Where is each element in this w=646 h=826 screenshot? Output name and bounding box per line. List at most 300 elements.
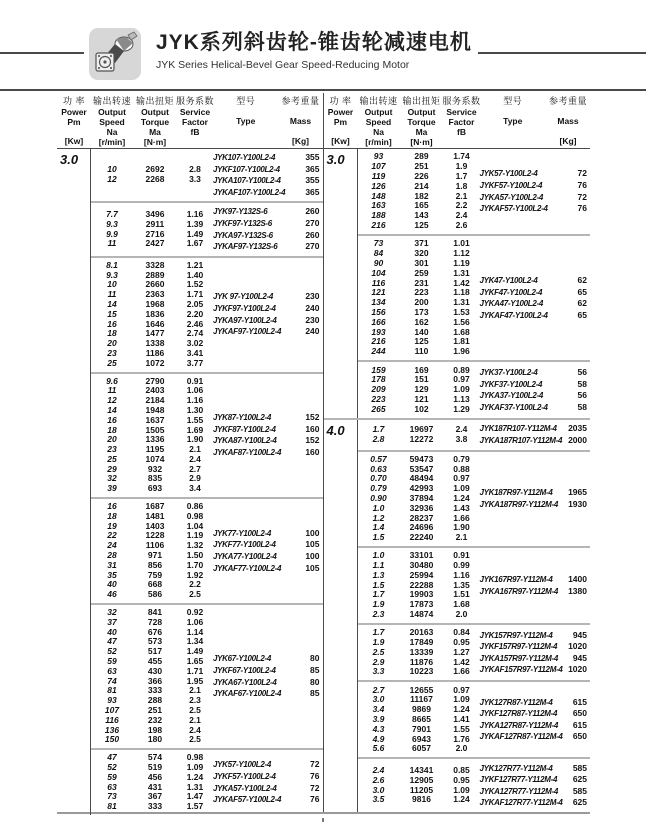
mass-value: 105: [305, 539, 320, 550]
speed-value: 0.90: [370, 492, 387, 503]
header-mass: 参考重量 Mass [Kg]: [548, 96, 587, 146]
mass-value: 945: [572, 652, 587, 663]
speed-value: 59: [107, 771, 117, 782]
torque-value: 14874: [409, 609, 434, 620]
torque-value: 1403: [145, 520, 165, 531]
mass-value: 230: [305, 314, 320, 325]
mass-value: 76: [310, 771, 320, 781]
spec-group: [358, 450, 591, 547]
factor-value: 1.50: [186, 550, 204, 561]
data-row: [91, 359, 213, 369]
torque-value: 162: [414, 316, 429, 327]
torque-value: 728: [147, 616, 163, 627]
factor-value: 1.06: [186, 385, 204, 396]
type-code: JYKF67-Y100L2-4: [213, 666, 276, 676]
factor-value: 1.31: [453, 267, 470, 278]
type-row: [480, 435, 588, 447]
speed-value: 2.9: [372, 656, 385, 667]
spec-group: [91, 497, 323, 603]
speed-value: 3.3: [372, 666, 385, 677]
data-row: [91, 735, 213, 745]
type-code: JYKA97-Y132S-6: [213, 230, 273, 240]
factor-value: 1.74: [453, 151, 470, 162]
speed-value: 9.9: [106, 228, 118, 239]
speed-value: 46: [107, 589, 117, 600]
torque-value: 856: [147, 559, 163, 570]
type-row: [213, 326, 320, 338]
type-code: JYK107-Y100L2-4: [213, 153, 276, 162]
type-list: [213, 291, 323, 337]
torque-value: 13339: [409, 646, 434, 657]
type-code: JYK57-Y100L2-4: [213, 760, 272, 770]
type-row: [480, 731, 588, 743]
factor-value: 1.31: [186, 781, 204, 792]
type-row: [213, 175, 320, 187]
torque-value: 110: [414, 346, 429, 357]
speed-value: 1.9: [372, 637, 385, 648]
torque-value: 430: [147, 665, 163, 676]
torque-value: 971: [147, 550, 163, 561]
factor-value: 1.90: [186, 434, 204, 445]
factor-value: 2.1: [189, 444, 201, 455]
header-torque: 输出扭矩 Output Torque Ma [N·m]: [135, 96, 174, 148]
type-row: [480, 664, 588, 676]
speed-value: 4.3: [372, 723, 385, 734]
torque-value: 42993: [409, 483, 434, 494]
type-code: JYKF57-Y100L2-4: [479, 180, 543, 190]
speed-value: 9.6: [106, 375, 118, 386]
data-row: [91, 175, 213, 185]
type-row: [213, 206, 320, 218]
speed-value: 166: [371, 316, 386, 327]
factor-value: 2.1: [189, 685, 201, 696]
type-list: [480, 630, 591, 676]
mass-value: 58: [577, 401, 587, 412]
factor-value: 1.42: [453, 656, 470, 667]
factor-value: 0.97: [453, 473, 470, 484]
factor-value: 1.24: [186, 771, 204, 782]
factor-value: 1.04: [186, 520, 204, 531]
factor-value: 1.09: [453, 784, 470, 795]
factor-value: 1.7: [455, 170, 468, 181]
speed-value: 93: [107, 695, 117, 706]
factor-value: 0.91: [453, 550, 470, 561]
factor-value: 2.4: [455, 424, 468, 434]
type-row: [480, 763, 588, 775]
speed-value: 16: [107, 501, 117, 512]
speed-value: 5.6: [372, 743, 385, 754]
factor-value: 1.21: [186, 259, 204, 270]
speed-value: 32: [107, 607, 117, 618]
factor-value: 3.4: [189, 483, 201, 494]
speed-value: 156: [371, 307, 386, 317]
factor-value: 1.30: [186, 404, 204, 415]
data-rows: [358, 366, 480, 415]
type-row: [213, 424, 320, 436]
power-section: [57, 149, 323, 815]
speed-value: 11: [107, 238, 117, 249]
power-column: [324, 420, 358, 812]
data-row: [358, 795, 480, 805]
torque-value: 140: [414, 326, 429, 337]
mass-value: 160: [305, 423, 320, 434]
data-row: [91, 484, 213, 494]
speed-value: 2.3: [372, 609, 385, 620]
mass-value: 1020: [568, 641, 587, 652]
spec-group: [358, 420, 591, 450]
speed-value: 81: [107, 801, 117, 812]
torque-value: 32936: [409, 502, 434, 513]
type-row: [480, 708, 588, 720]
torque-value: 182: [414, 190, 429, 201]
mass-value: 1400: [568, 573, 587, 584]
power-section: [324, 149, 591, 418]
type-row: [480, 786, 588, 798]
type-code: JYK97-Y132S-6: [213, 207, 268, 217]
factor-value: 1.67: [186, 238, 204, 249]
factor-value: 0.84: [453, 627, 470, 638]
header-power: 功 率 Power Pm [Kw]: [61, 96, 87, 146]
factor-value: 0.98: [186, 510, 204, 521]
torque-value: 932: [147, 463, 163, 474]
factor-value: 1.06: [186, 616, 204, 627]
speed-value: 32: [107, 473, 117, 484]
factor-value: 1.53: [453, 307, 470, 317]
type-row: [213, 653, 320, 665]
type-row: [480, 641, 588, 653]
speed-value: 119: [371, 170, 386, 181]
type-code: JYKAF87-Y100L2-4: [213, 447, 282, 457]
speed-value: 40: [107, 626, 117, 637]
spec-group: [91, 149, 323, 201]
factor-value: 1.68: [453, 599, 470, 610]
factor-value: 1.49: [186, 646, 204, 657]
speed-value: 29: [107, 463, 117, 474]
mass-value: 615: [572, 696, 587, 707]
torque-value: 2790: [145, 375, 165, 386]
type-code: JYKF97-Y132S-6: [213, 218, 272, 228]
speed-value: 40: [107, 579, 117, 590]
torque-value: 22240: [409, 532, 434, 543]
factor-value: 0.86: [186, 501, 204, 512]
torque-value: 2889: [145, 269, 165, 280]
speed-value: 159: [371, 364, 386, 375]
speed-value: 81: [107, 685, 117, 696]
torque-value: 11167: [410, 694, 433, 705]
speed-value: 104: [371, 267, 386, 278]
type-code: JYKA57-Y100L2-4: [213, 783, 277, 793]
torque-value: 143: [414, 210, 429, 221]
speed-value: 11: [107, 385, 117, 396]
mass-value: 85: [310, 688, 320, 699]
mass-value: 160: [305, 446, 320, 457]
type-list: [480, 275, 591, 321]
factor-value: 0.79: [453, 453, 470, 464]
factor-value: 1.18: [453, 287, 470, 298]
type-list: [480, 574, 591, 597]
factor-value: 2.0: [455, 743, 468, 754]
speed-value: 23: [107, 444, 117, 455]
factor-value: 0.95: [453, 774, 470, 785]
type-row: [213, 665, 320, 677]
mass-value: 625: [572, 774, 587, 785]
speed-value: 18: [107, 510, 117, 521]
speed-value: 16: [107, 318, 117, 329]
speed-value: 3.0: [372, 694, 385, 705]
type-list: [213, 206, 323, 252]
type-row: [213, 759, 320, 771]
mass-value: 100: [305, 527, 320, 538]
torque-value: 288: [147, 695, 163, 706]
data-row: [358, 610, 480, 620]
type-code: JYKA187R97-Y112M-4: [479, 499, 558, 509]
factor-value: 3.02: [186, 338, 204, 349]
speed-value: 39: [107, 483, 117, 494]
factor-value: 1.19: [186, 530, 204, 541]
type-code: JYK127R77-Y112M-4: [479, 763, 553, 773]
type-list: [480, 697, 591, 743]
speed-value: 9.3: [106, 218, 118, 229]
type-code: JYKA47-Y100L2-4: [479, 299, 544, 309]
speed-value: 265: [371, 403, 386, 414]
mass-value: 76: [577, 203, 587, 214]
factor-value: 1.56: [453, 316, 470, 327]
spec-group: [358, 623, 591, 680]
type-code: JYK167R97-Y112M-4: [479, 574, 553, 584]
type-code: JYK187R97-Y112M-4: [479, 488, 553, 498]
torque-value: 30480: [409, 560, 434, 571]
type-code: JYKF57-Y100L2-4: [213, 772, 276, 781]
factor-value: 1.95: [186, 675, 204, 686]
torque-value: 1072: [145, 357, 165, 368]
type-code: JYKA127R87-Y112M-4: [479, 720, 558, 730]
power-column: [324, 149, 358, 418]
speed-value: 2.6: [372, 774, 385, 785]
data-row: [91, 239, 213, 249]
type-row: [213, 230, 320, 242]
type-code: JYKAF77-Y100L2-4: [213, 563, 282, 573]
type-row: [480, 379, 588, 391]
type-code: JYKF157R97-Y112M-4: [479, 642, 558, 652]
factor-value: 1.09: [453, 483, 470, 494]
type-row: [213, 794, 320, 806]
data-rows: [358, 455, 480, 543]
type-code: JYKA57-Y100L2-4: [479, 192, 544, 202]
factor-value: 1.9: [455, 161, 468, 172]
mass-value: 365: [305, 186, 320, 197]
torque-value: 37894: [409, 492, 434, 503]
type-code: JYKA77-Y100L2-4: [213, 552, 277, 562]
speed-value: 178: [371, 374, 386, 385]
header-power: 功 率 Power Pm [Kw]: [327, 96, 354, 146]
spec-group: [358, 680, 591, 757]
type-code: JYK67-Y100L2-4: [213, 654, 272, 664]
type-code: JYKA127R77-Y112M-4: [479, 786, 558, 796]
speed-value: 10: [107, 279, 117, 290]
type-code: JYKAF97-Y100L2-4: [213, 327, 282, 337]
torque-value: 841: [147, 607, 163, 618]
speed-value: 116: [371, 277, 386, 288]
torque-value: 10223: [409, 666, 434, 677]
factor-value: 2.05: [186, 298, 204, 309]
data-rows: [91, 165, 213, 185]
data-rows: [91, 261, 213, 369]
type-code: JYKA87-Y100L2-4: [213, 436, 277, 446]
factor-value: 3.41: [186, 347, 204, 358]
factor-value: 1.14: [186, 626, 204, 637]
factor-value: 1.41: [453, 713, 470, 724]
factor-value: 2.5: [189, 734, 201, 745]
factor-value: 2.3: [189, 695, 201, 706]
torque-value: 333: [147, 801, 163, 812]
header-mass: 参考重量 Mass [Kg]: [281, 96, 320, 146]
speed-value: 12: [107, 174, 117, 185]
type-code: JYKAF57-Y100L2-4: [213, 795, 282, 805]
type-row: [213, 551, 320, 563]
mass-value: 365: [305, 163, 320, 174]
factor-value: 0.99: [453, 560, 470, 571]
factor-value: 2.46: [186, 318, 204, 329]
factor-value: 0.98: [186, 752, 204, 763]
factor-value: 1.66: [453, 512, 470, 523]
factor-value: 1.90: [453, 522, 470, 533]
torque-value: 2184: [145, 395, 165, 406]
factor-value: 1.24: [453, 492, 470, 503]
torque-value: 102: [414, 403, 429, 414]
speed-value: 0.63: [370, 463, 387, 474]
mass-value: 2035: [568, 423, 587, 434]
data-row: [358, 744, 480, 754]
torque-value: 1336: [145, 434, 165, 445]
factor-value: 1.32: [186, 540, 204, 551]
type-row: [213, 435, 320, 447]
type-row: [213, 315, 320, 327]
data-rows: [358, 628, 480, 677]
torque-value: 6943: [412, 733, 431, 744]
mass-value: 270: [305, 241, 320, 252]
torque-value: 2716: [145, 228, 165, 239]
type-row: [480, 630, 588, 642]
factor-value: 1.29: [453, 403, 470, 414]
type-list: [213, 528, 323, 574]
factor-value: 1.76: [453, 733, 470, 744]
type-code: JYKAF97-Y132S-6: [213, 242, 278, 252]
type-row: [213, 677, 320, 689]
header-speed: 输出转速 Output Speed Na [r/min]: [92, 96, 131, 148]
data-rows: [358, 686, 480, 755]
torque-value: 1637: [145, 414, 165, 425]
page-title-en: JYK Series Helical-Bevel Gear Speed-Reducing Motor: [156, 59, 410, 71]
factor-value: 2.4: [189, 724, 201, 735]
type-row: [213, 563, 320, 575]
power-section: [324, 418, 591, 812]
speed-value: 28: [107, 550, 117, 561]
torque-value: 333: [147, 685, 163, 696]
torque-value: 226: [414, 170, 429, 181]
type-code: JYK127R87-Y112M-4: [479, 697, 553, 707]
spec-table-left: [57, 93, 323, 812]
mass-value: 650: [572, 731, 587, 742]
torque-value: 676: [147, 626, 163, 637]
factor-value: 0.95: [453, 637, 470, 648]
type-code: JYK 97-Y100L2-4: [213, 292, 273, 302]
data-rows: [358, 152, 480, 230]
torque-value: 125: [414, 219, 429, 230]
data-row: [358, 405, 480, 415]
type-code: JYKAF107-Y100L2-4: [213, 187, 286, 197]
type-row: [480, 423, 588, 435]
torque-value: 11876: [409, 656, 434, 667]
factor-value: 1.57: [186, 801, 204, 812]
mass-value: 230: [305, 291, 320, 302]
factor-value: 1.49: [186, 228, 204, 239]
factor-value: 1.52: [186, 279, 204, 290]
factor-value: 1.43: [453, 502, 470, 513]
torque-value: 2427: [145, 238, 165, 249]
torque-value: 2268: [145, 174, 165, 185]
type-row: [480, 192, 588, 204]
speed-value: 14: [107, 404, 117, 415]
speed-value: 3.4: [372, 704, 385, 715]
type-row: [480, 653, 588, 665]
type-row: [213, 539, 320, 551]
data-rows: [358, 551, 480, 620]
torque-value: 1505: [145, 424, 165, 435]
torque-value: 22288: [409, 579, 434, 590]
speed-value: 0.57: [370, 453, 387, 464]
type-code: JYKA157R97-Y112M-4: [479, 653, 558, 663]
mass-value: 355: [305, 152, 320, 162]
type-code: JYK57-Y100L2-4: [479, 169, 538, 179]
speed-value: 7.7: [106, 208, 118, 219]
spec-group: [358, 546, 591, 623]
type-row: [213, 528, 320, 540]
torque-value: 125: [414, 336, 429, 347]
mass-value: 625: [572, 797, 587, 808]
speed-value: 73: [373, 238, 384, 249]
data-rows: [358, 766, 480, 805]
type-list: [213, 759, 323, 805]
torque-value: 1195: [145, 444, 165, 455]
type-code: JYKA67-Y100L2-4: [213, 677, 277, 687]
torque-value: 1186: [145, 347, 165, 358]
torque-value: 48494: [409, 473, 434, 484]
type-code: JYKAF57-Y100L2-4: [479, 204, 548, 214]
torque-value: 759: [147, 569, 163, 580]
type-code: JYKAF127R87-Y112M-4: [479, 732, 563, 742]
factor-value: 3.77: [186, 357, 204, 368]
data-rows: [91, 753, 213, 812]
torque-value: 1338: [145, 338, 165, 349]
speed-value: 223: [371, 394, 386, 405]
spec-table-right: [323, 93, 591, 812]
spec-group: [91, 748, 323, 815]
page-title-cn: JYK系列斜齿轮-锥齿轮减速电机: [156, 31, 472, 54]
mass-value: 260: [305, 206, 320, 217]
factor-value: 2.0: [455, 609, 468, 620]
mass-value: 240: [305, 303, 320, 314]
type-code: JYK77-Y100L2-4: [213, 528, 272, 538]
speed-value: 22: [107, 530, 117, 541]
type-code: JYKF87-Y100L2-4: [213, 424, 276, 434]
speed-value: 73: [107, 791, 117, 802]
factor-value: 1.09: [453, 694, 470, 705]
torque-value: 12272: [409, 433, 434, 444]
spec-group: [91, 372, 323, 498]
spec-group: [91, 603, 323, 748]
type-code: JYKF97-Y100L2-4: [213, 304, 276, 314]
speed-value: 20: [107, 434, 117, 445]
